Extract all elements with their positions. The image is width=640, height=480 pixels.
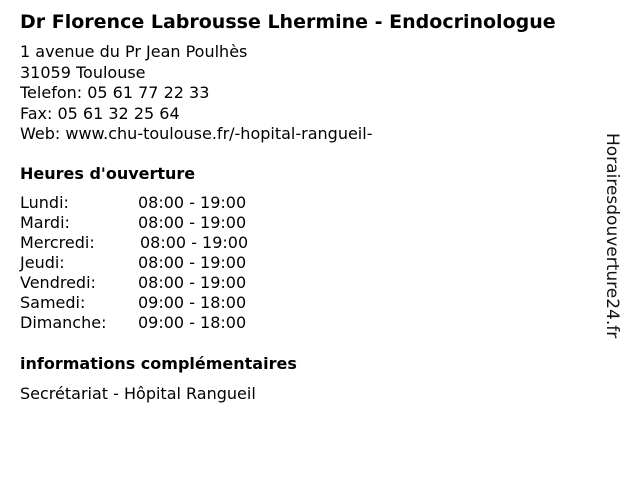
hours-row-tuesday [20,213,320,233]
hours-row-thursday [20,253,320,273]
day-label: Mercredi: [20,233,95,252]
day-label: Jeudi: [20,253,65,272]
time-range: 08:00 - 19:00 [138,193,247,212]
page-title: Dr Florence Labrousse Lhermine - Endocrinologue [20,11,556,33]
time-range: 08:00 - 19:00 [138,253,247,272]
address-city: 31059 Toulouse [20,62,146,82]
time-range: 09:00 - 18:00 [138,313,247,332]
website-link[interactable]: Web: www.chu-toulouse.fr/-hopital-rangueil- [20,124,373,143]
opening-hours-heading: Heures d'ouverture [20,164,196,183]
hours-row-friday [20,273,320,293]
opening-hours-table [20,193,320,333]
phone-number: Telefon: 05 61 77 22 33 [20,83,210,102]
day-label: Lundi: [20,193,69,212]
contact-block [20,42,372,145]
additional-info-text: Secrétariat - Hôpital Rangueil [20,384,256,403]
day-label: Vendredi: [20,273,96,292]
day-label: Dimanche: [20,313,107,332]
hours-row-sunday [20,313,320,333]
hours-row-wednesday [20,233,320,253]
hours-row-saturday [20,293,320,313]
additional-info-heading: informations complémentaires [20,354,297,373]
time-range: 08:00 - 19:00 [140,233,249,252]
hours-row-monday [20,193,320,213]
address-street: 1 avenue du Pr Jean Poulhès [20,42,248,61]
site-watermark: Horairesdouverture24.fr [602,133,622,339]
time-range: 08:00 - 19:00 [138,273,247,292]
fax-number: Fax: 05 61 32 25 64 [20,103,180,123]
time-range: 09:00 - 18:00 [138,293,247,312]
day-label: Mardi: [20,213,70,232]
day-label: Samedi: [20,293,86,312]
time-range: 08:00 - 19:00 [138,213,247,232]
